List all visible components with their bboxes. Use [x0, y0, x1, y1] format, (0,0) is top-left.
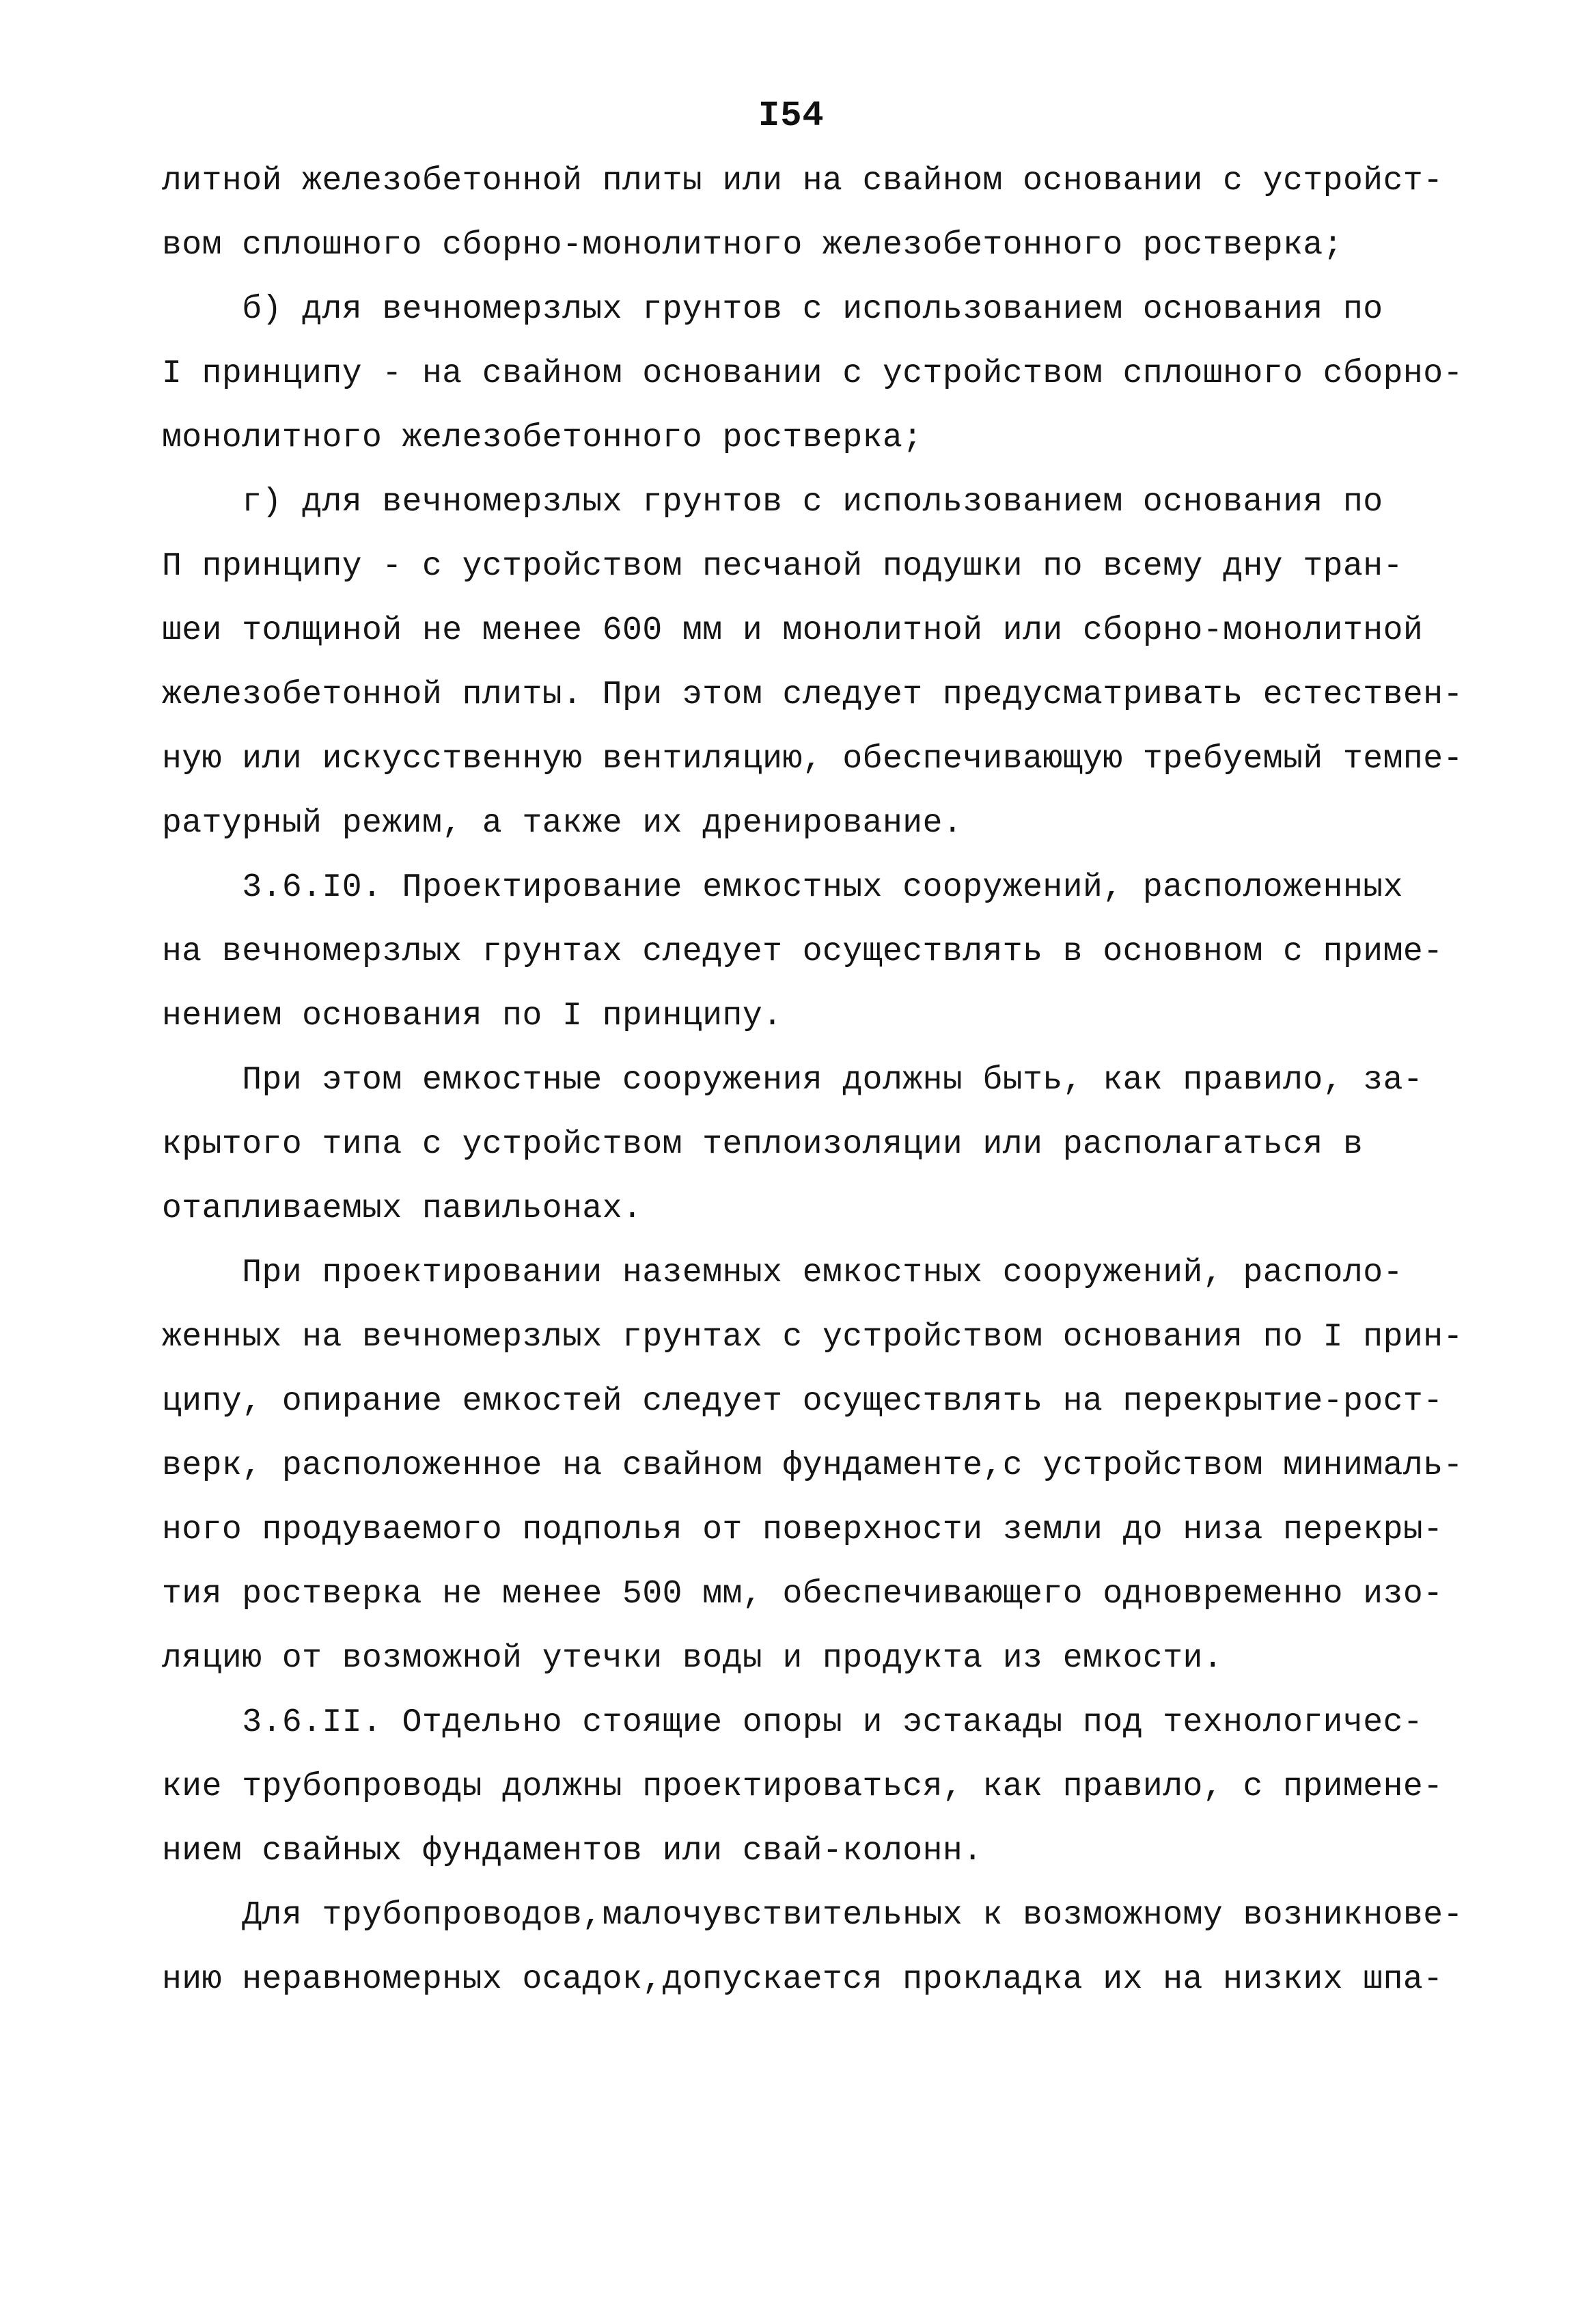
text-line: П принципу - с устройством песчаной подушки по всему дну тран- [162, 548, 1403, 585]
text-line: ного продуваемого подполья от поверхности земли до низа перекры- [162, 1512, 1443, 1548]
text-line: женных на вечномерзлых грунтах с устройством основания по I прин- [162, 1319, 1463, 1356]
text-line: тия ростверка не менее 500 мм, обеспечивающего одновременно изо- [162, 1576, 1443, 1613]
text-line: б) для вечномерзлых грунтов с использованием основания по [162, 291, 1383, 328]
text-line: нением основания по I принципу. [162, 998, 783, 1035]
text-line: нию неравномерных осадок,допускается прокладка их на низких шпа- [162, 1961, 1443, 1998]
text-line: 3.6.II. Отдельно стоящие опоры и эстакады под технологичес- [162, 1704, 1424, 1741]
text-line: г) для вечномерзлых грунтов с использованием основания по [162, 484, 1383, 521]
text-line: 3.6.I0. Проектирование емкостных сооружений, расположенных [162, 869, 1403, 906]
text-line: крытого типа с устройством теплоизоляции или располагаться в [162, 1126, 1364, 1163]
text-line: I принципу - на свайном основании с устройством сплошного сборно- [162, 355, 1463, 392]
text-line: литной железобетонной плиты или на свайном основании с устройст- [162, 163, 1443, 200]
text-line: ратурный режим, а также их дренирование. [162, 805, 963, 842]
text-line: нием свайных фундаментов или свай-колонн. [162, 1833, 983, 1870]
text-line: железобетонной плиты. При этом следует предусматривать естествен- [162, 676, 1463, 713]
text-line: ляцию от возможной утечки воды и продукта из емкости. [162, 1640, 1224, 1677]
text-line: отапливаемых павильонах. [162, 1190, 643, 1227]
text-line: монолитного железобетонного ростверка; [162, 420, 923, 456]
text-line: ную или искусственную вентиляцию, обеспечивающую требуемый темпе- [162, 741, 1463, 778]
text-line: Для трубопроводов,малочувствительных к возможному возникнове- [162, 1897, 1463, 1934]
text-line: вом сплошного сборно-монолитного железобетонного ростверка; [162, 227, 1343, 264]
text-line: При проектировании наземных емкостных сооружений, располо- [162, 1255, 1403, 1291]
text-line: верк, расположенное на свайном фундаменте,с устройством минималь- [162, 1447, 1463, 1484]
text-line: кие трубопроводы должны проектироваться, как правило, с примене- [162, 1768, 1443, 1805]
page-number: I54 [758, 96, 825, 136]
text-line: ципу, опирание емкостей следует осуществлять на перекрытие-рост- [162, 1383, 1443, 1420]
text-line: При этом емкостные сооружения должны быть, как правило, за- [162, 1062, 1424, 1099]
text-line: шеи толщиной не менее 600 мм и монолитной или сборно-монолитной [162, 612, 1424, 649]
text-line: на вечномерзлых грунтах следует осуществлять в основном с приме- [162, 933, 1443, 970]
